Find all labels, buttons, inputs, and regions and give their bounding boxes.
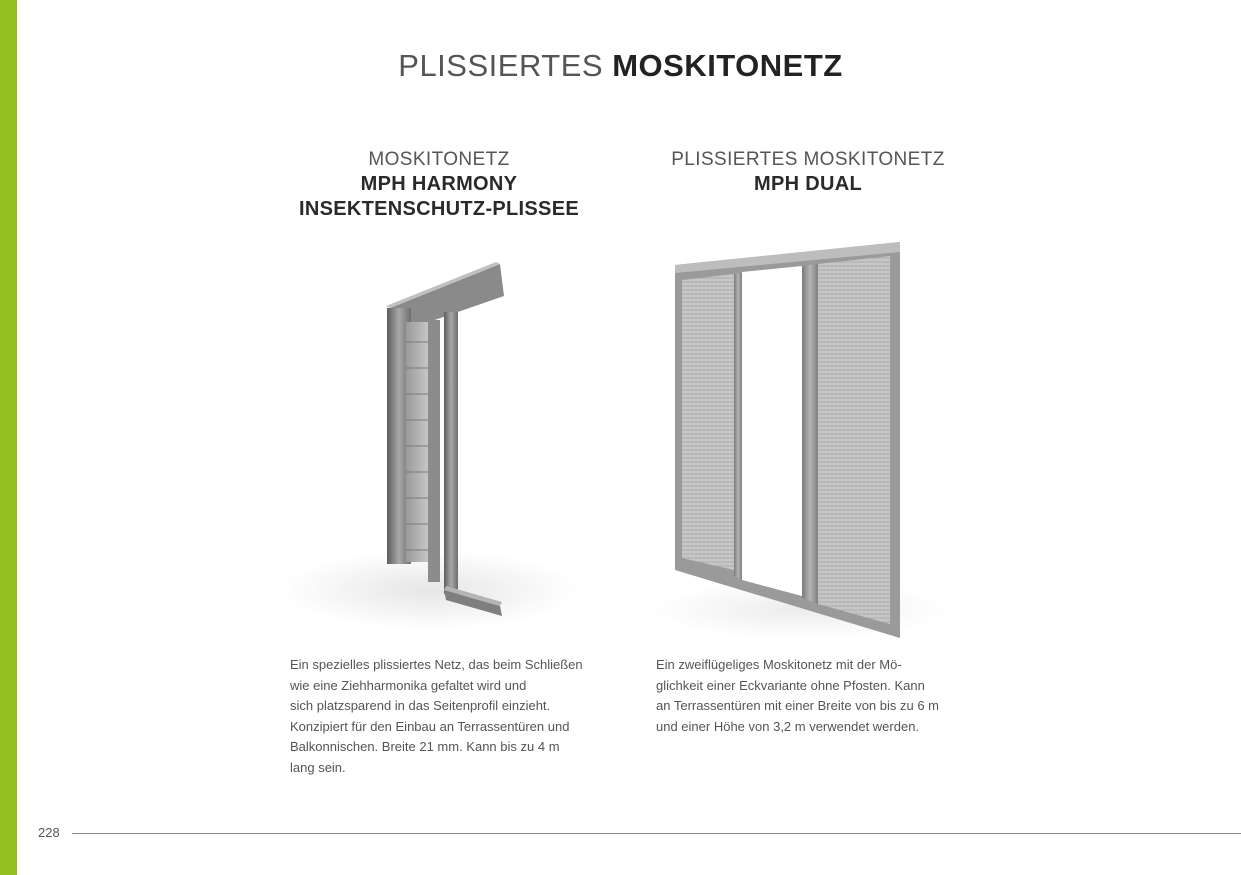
product-dual xyxy=(640,148,976,197)
product-dual-name: MPH DUAL xyxy=(754,173,862,195)
product-dual-subtitle: PLISSIERTES MOSKITONETZ xyxy=(671,149,945,170)
product-harmony-name-line1: MPH HARMONY xyxy=(360,173,518,195)
page-title xyxy=(0,48,1241,84)
footer-divider xyxy=(72,833,1241,834)
page-title-bold: MOSKITONETZ xyxy=(612,48,843,83)
page-number: 228 xyxy=(38,825,60,840)
accent-side-bar xyxy=(0,0,17,875)
product-harmony-image xyxy=(250,250,590,640)
product-harmony-description: Ein spezielles plissiertes Netz, das beim Schließen wie eine Ziehharmonika gefaltet wird und sich platzsparend in das Seitenprofil einzieht. Konzipiert für den Einbau an Terrassentüren und Balkonnischen. Breite 21 mm. Kann bis zu 4 m lang sein. xyxy=(290,657,583,775)
product-dual-image xyxy=(650,240,950,640)
product-harmony-name-line2: INSEKTENSCHUTZ-PLISSEE xyxy=(299,198,579,220)
product-dual-heading xyxy=(640,148,976,197)
product-harmony-subtitle: MOSKITONETZ xyxy=(368,149,510,170)
product-dual-description: Ein zweiflügeliges Moskitonetz mit der Mö- glichkeit einer Eckvariante ohne Pfosten. Kann an Terrassentüren mit einer Breite von bis zu 6 m und einer Höhe von 3,2 m verwendet werden. xyxy=(656,657,940,734)
page-title-light: PLISSIERTES xyxy=(398,48,604,83)
product-harmony xyxy=(272,148,606,222)
product-harmony-heading xyxy=(272,148,606,222)
